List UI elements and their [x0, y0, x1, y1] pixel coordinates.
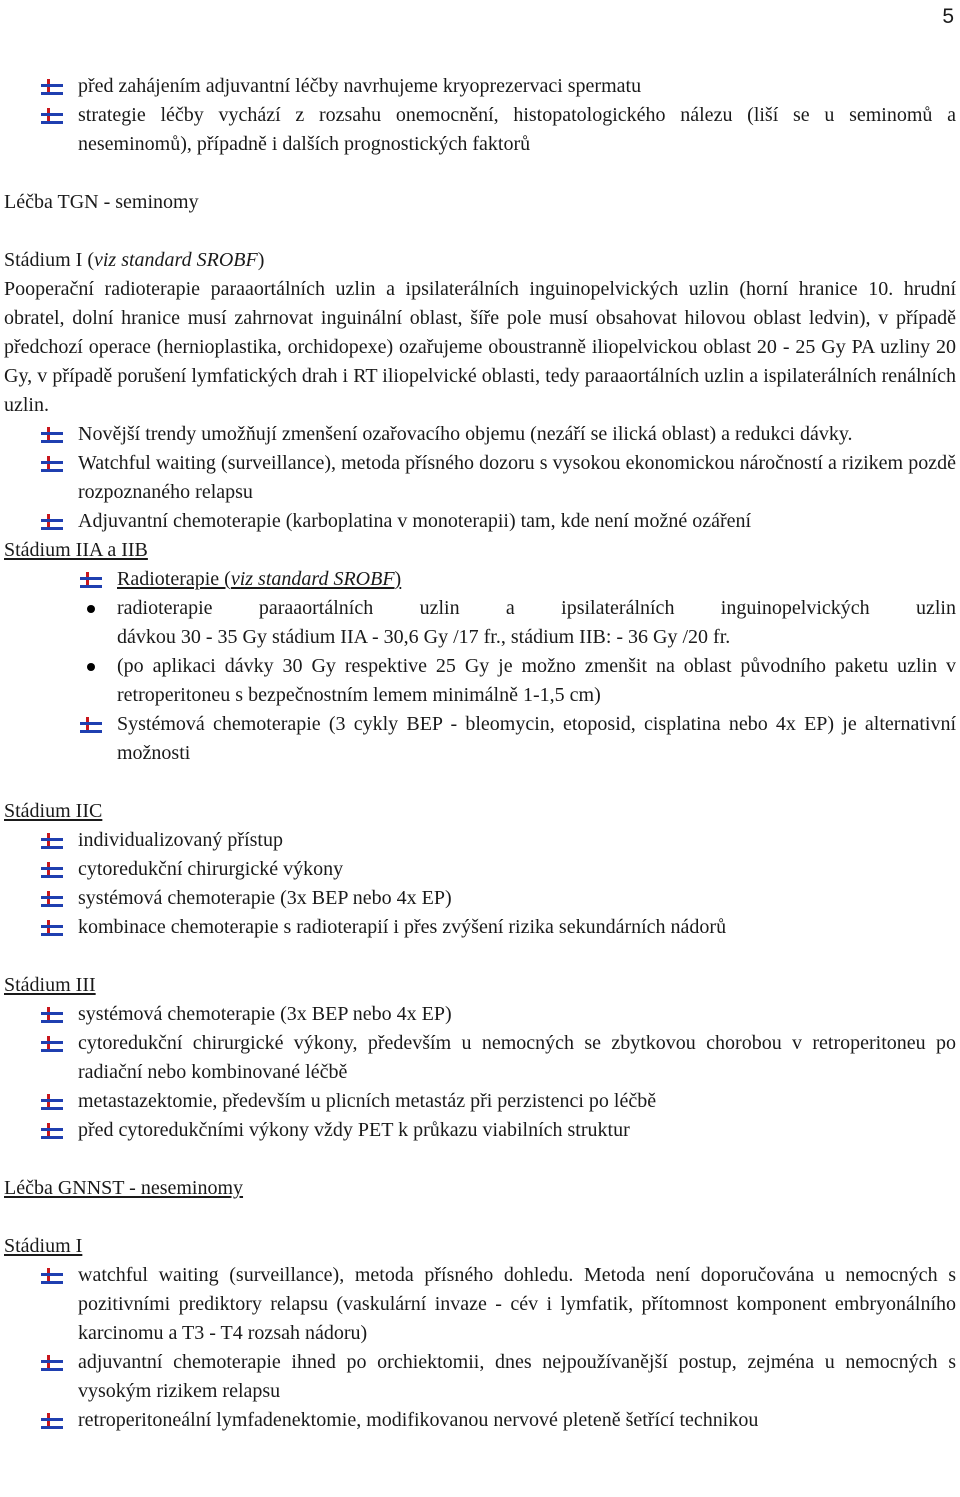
list-item-text: strategie léčby vychází z rozsahu onemocnění, histopatologického nálezu (liší se u seminomů a neseminomů), případně i dalších prognostických faktorů [78, 104, 956, 155]
stage-heading: Stádium IIA a IIB [4, 539, 148, 561]
list-item [4, 652, 956, 710]
list-item-text: adjuvantní chemoterapie ihned po orchiektomii, dnes nejpoužívanější postup, zejména u nemocných s vysokým rizikem relapsu [78, 1351, 956, 1402]
list-item [4, 1261, 956, 1348]
dot-bullet-icon [87, 663, 95, 671]
stage-heading: Stádium IIC [4, 800, 103, 822]
list-item-text: watchful waiting (surveillance), metoda přísného dohledu. Metoda není doporučována u nemocných s pozitivními prediktory relapsu (vaskulární invaze - cév i lymfatik, přítomnost komponent embryonálního karcinomu a T3 - T4 rozsah nádoru) [78, 1264, 956, 1344]
list-item [4, 710, 956, 768]
list-item-text: (po aplikaci dávky 30 Gy respektive 25 Gy je možno zmenšit na oblast původního paketu uzlin v retroperitoneu s bezpečnostním lemem minimálně 1-1,5 cm) [117, 655, 956, 706]
flag-bullet-icon [41, 1094, 63, 1110]
list-item [4, 1029, 956, 1087]
list-item [4, 826, 956, 855]
document-body [4, 72, 956, 1435]
list-item [4, 594, 956, 623]
list-item [4, 1087, 956, 1116]
flag-bullet-icon [41, 514, 63, 530]
section-title: Léčba GNNST - neseminomy [4, 1177, 244, 1199]
section-title: Léčba TGN - seminomy [4, 191, 199, 213]
list-item-text: systémová chemoterapie (3x BEP nebo 4x EP) [78, 887, 452, 909]
flag-bullet-icon [41, 891, 63, 907]
list-item [4, 855, 956, 884]
flag-bullet-icon [41, 862, 63, 878]
list-item-text: Radioterapie (viz standard SROBF) [117, 568, 402, 590]
dot-bullet-icon [87, 605, 95, 613]
list-item-text: dávkou 30 - 35 Gy stádium IIA - 30,6 Gy /17 fr., stádium IIB: - 36 Gy /20 fr. [117, 626, 731, 648]
stage-heading: Stádium III [4, 974, 96, 996]
stage-heading: Stádium I [4, 1235, 83, 1257]
list-item [4, 1406, 956, 1435]
list-item-text: radioterapie paraaortálních uzlin a ipsilaterálních inguinopelvických uzlin [117, 597, 956, 619]
flag-bullet-icon [41, 427, 63, 443]
flag-bullet-icon [41, 1268, 63, 1284]
list-item-text: před cytoredukčními výkony vždy PET k průkazu viabilních struktur [78, 1119, 630, 1141]
list-item [4, 1348, 956, 1406]
list-item [4, 1116, 956, 1145]
list-item-text: systémová chemoterapie (3x BEP nebo 4x EP) [78, 1003, 452, 1025]
list-item [4, 420, 956, 449]
list-item-text: Watchful waiting (surveillance), metoda přísného dozoru s vysokou ekonomickou náročností a rizikem pozdě rozpoznaného relapsu [78, 452, 956, 503]
stage-heading: Stádium I (viz standard SROBF) [4, 249, 265, 271]
list-item [4, 884, 956, 913]
flag-bullet-icon [41, 108, 63, 124]
flag-bullet-icon [41, 456, 63, 472]
flag-bullet-icon [41, 1036, 63, 1052]
list-item-text: cytoredukční chirurgické výkony, především u nemocných se zbytkovou chorobou v retroperitoneu po radiační nebo kombinované léčbě [78, 1032, 956, 1083]
list-item [4, 507, 956, 536]
list-item [4, 101, 956, 159]
flag-bullet-icon [41, 1123, 63, 1139]
list-item [4, 1000, 956, 1029]
flag-bullet-icon [41, 79, 63, 95]
flag-bullet-icon [80, 717, 102, 733]
list-item [4, 565, 956, 594]
list-item [4, 449, 956, 507]
list-item-text: kombinace chemoterapie s radioterapií i přes zvýšení rizika sekundárních nádorů [78, 916, 727, 938]
list-item-text: individualizovaný přístup [78, 829, 283, 851]
page-number: 5 [942, 5, 954, 28]
flag-bullet-icon [41, 1413, 63, 1429]
list-item [4, 913, 956, 942]
list-item-text: Adjuvantní chemoterapie (karboplatina v monoterapii) tam, kde není možné ozáření [78, 510, 752, 532]
flag-bullet-icon [41, 1355, 63, 1371]
list-item [4, 72, 956, 101]
list-item-text: Novější trendy umožňují zmenšení ozařovacího objemu (nezáří se ilická oblast) a redukci dávky. [78, 423, 853, 445]
flag-bullet-icon [41, 1007, 63, 1023]
flag-bullet-icon [41, 920, 63, 936]
list-item-text: retroperitoneální lymfadenektomie, modifikovanou nervové pleteně šetřící technikou [78, 1409, 759, 1431]
list-item-text: metastazektomie, především u plicních metastáz při perzistenci po léčbě [78, 1090, 657, 1112]
flag-bullet-icon [80, 572, 102, 588]
list-item-text: před zahájením adjuvantní léčby navrhujeme kryoprezervaci spermatu [78, 75, 642, 97]
list-item-text: cytoredukční chirurgické výkony [78, 858, 344, 880]
list-item-text: Systémová chemoterapie (3 cykly BEP - bleomycin, etoposid, cisplatina nebo 4x EP) je alternativní možnosti [117, 713, 956, 764]
stage-paragraph: Pooperační radioterapie paraaortálních uzlin a ipsilaterálních inguinopelvických uzlin (horní hranice 10. hrudní obratel, dolní hranice musí zahrnovat inguinální oblast, šíře pole musí obsahovat hilovou oblast ledvin), v případě předchozí operace (hernioplastika, orchidopexe) ozařujeme oboustranně iliopelvickou oblast 20 - 25 Gy PA uzliny 20 Gy, v případě porušení lymfatických drah i RT iliopelvické oblasti, tedy paraaortálních uzlin a ispilaterálních renálních uzlin. [4, 278, 956, 416]
flag-bullet-icon [41, 833, 63, 849]
list-item [4, 623, 956, 652]
